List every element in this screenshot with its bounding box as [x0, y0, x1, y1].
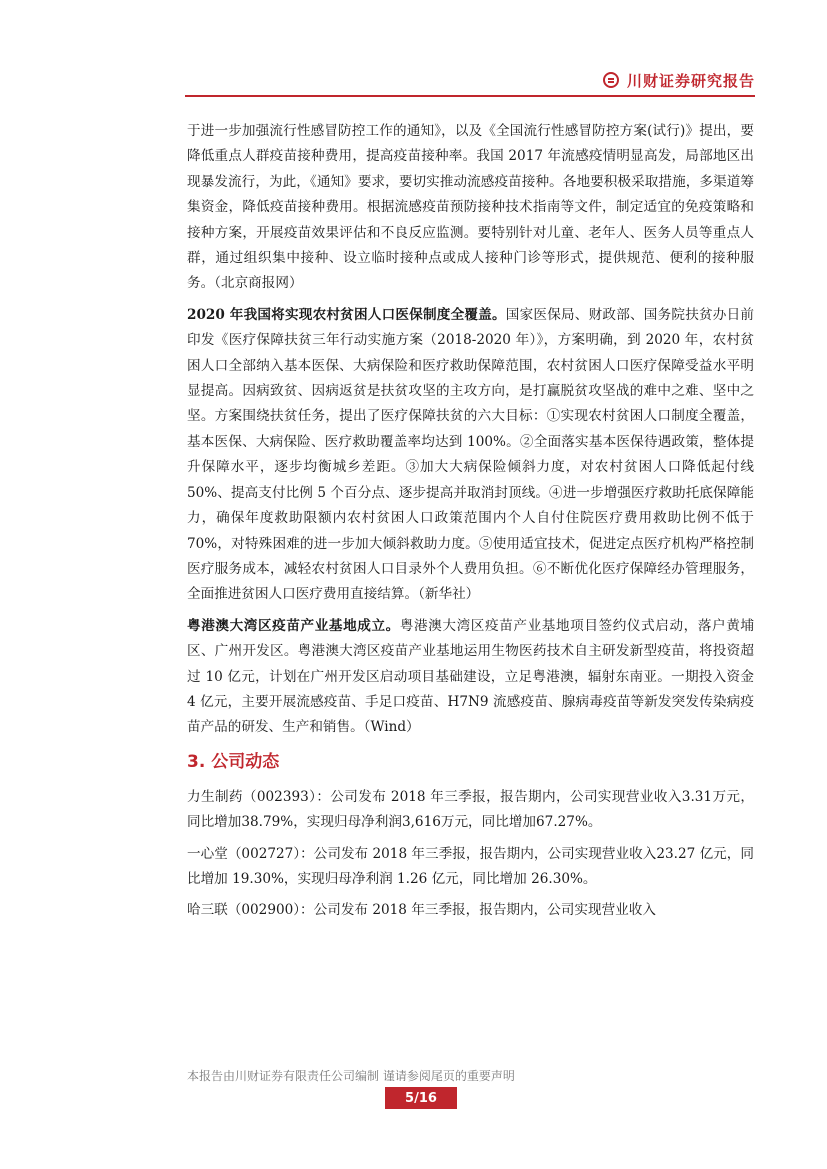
news-paragraph-vaccine-base [187, 614, 754, 741]
page-header [185, 66, 755, 94]
document-body [187, 119, 754, 930]
paragraph-lead: 粤港澳大湾区疫苗产业基地成立。 [187, 617, 400, 634]
paragraph-text: 于进一步加强流行性感冒防控工作的通知》，以及《全国流行性感冒防控方案(试行)》提出，要降低重点人群疫苗接种费用，提高疫苗接种率。我国 2017 年流感疫情明显高发，局部地区出现暴发流行，为此，《通知》要求，要切实推动流感疫苗接种。各地要积极采取措施，多渠道筹集资金，降低疫苗接种费用。根据流感疫苗预防接种技术指南等文件，制定适宜的免疫策略和接种方案，开展疫苗效果评估和不良反应监测。要特别针对儿童、老年人、医务人员等重点人群，通过组织集中接种、设立临时接种点或成人接种门诊等形式，提供规范、便利的接种服务。（北京商报网） [187, 123, 754, 292]
paragraph-lead: 2020 年我国将实现农村贫困人口医保制度全覆盖。 [187, 306, 506, 323]
section-heading-company-news: 3. 公司动态 [187, 751, 280, 772]
company-item-lisheng: 力生制药（002393）：公司发布 2018 年三季报，报告期内，公司实现营业收入3.31万元，同比增加38.79%，实现归母净利润3,616万元，同比增加67.27%。 [187, 788, 754, 831]
footer-disclaimer: 本报告由川财证券有限责任公司编制 谨请参阅尾页的重要声明 [187, 1069, 515, 1083]
company-item-yixintang: 一心堂（002727）：公司发布 2018 年三季报，报告期内，公司实现营业收入23.27 亿元，同比增加 19.30%，实现归母净利润 1.26 亿元，同比增加 26.30%。 [187, 845, 754, 887]
company-item-hasanlian: 哈三联（002900）：公司发布 2018 年三季报，报告期内，公司实现营业收入 [187, 902, 656, 919]
brand-title: 川财证券研究报告 [626, 71, 755, 90]
news-paragraph-flu [187, 119, 754, 297]
news-paragraph-medical-insurance [187, 303, 754, 608]
chuancai-logo-icon [603, 72, 619, 88]
header-divider [185, 95, 755, 97]
page-number: 5/16 [385, 1087, 457, 1109]
paragraph-text: 国家医保局、财政部、国务院扶贫办日前印发《医疗保障扶贫三年行动实施方案（2018-2020 年）》，方案明确，到 2020 年，农村贫困人口全部纳入基本医保、大病保险和医疗救助保障范围，农村贫困人口医疗保障受益水平明显提高。因病致贫、因病返贫是扶贫攻坚的主攻方向，是打赢脱贫攻坚战的难中之难、坚中之坚。方案围绕扶贫任务，提出了医疗保障扶贫的六大目标：①实现农村贫困人口制度全覆盖，基本医保、大病保险、医疗救助覆盖率均达到 100%。②全面落实基本医保待遇政策，整体提升保障水平，逐步均衡城乡差距。③加大大病保险倾斜力度，对农村贫困人口降低起付线 50%、提高支付比例 5 个百分点、逐步提高并取消封顶线。④进一步增强医疗救助托底保障能力，确保年度救助限额内农村贫困人口政策范围内个人自付住院医疗费用救助比例不低于 70%，对特殊困难的进一步加大倾斜救助力度。⑤使用适宜技术，促进定点医疗机构严格控制医疗服务成本，减轻农村贫困人口目录外个人费用负担。⑥不断优化医疗保障经办管理服务，全面推进贫困人口医疗费用直接结算。（新华社） [187, 306, 754, 603]
paragraph-text: 粤港澳大湾区疫苗产业基地项目签约仪式启动，落户黄埔区、广州开发区。粤港澳大湾区疫苗产业基地运用生物医药技术自主研发新型疫苗，将投资超过 10 亿元，计划在广州开发区启动项目基础建设，立足粤港澳，辐射东南亚。一期投入资金 4 亿元，主要开展流感疫苗、手足口疫苗、H7N9 流感疫苗、腺病毒疫苗等新发突发传染病疫苗产品的研发、生产和销售。（Wind） [187, 617, 755, 736]
